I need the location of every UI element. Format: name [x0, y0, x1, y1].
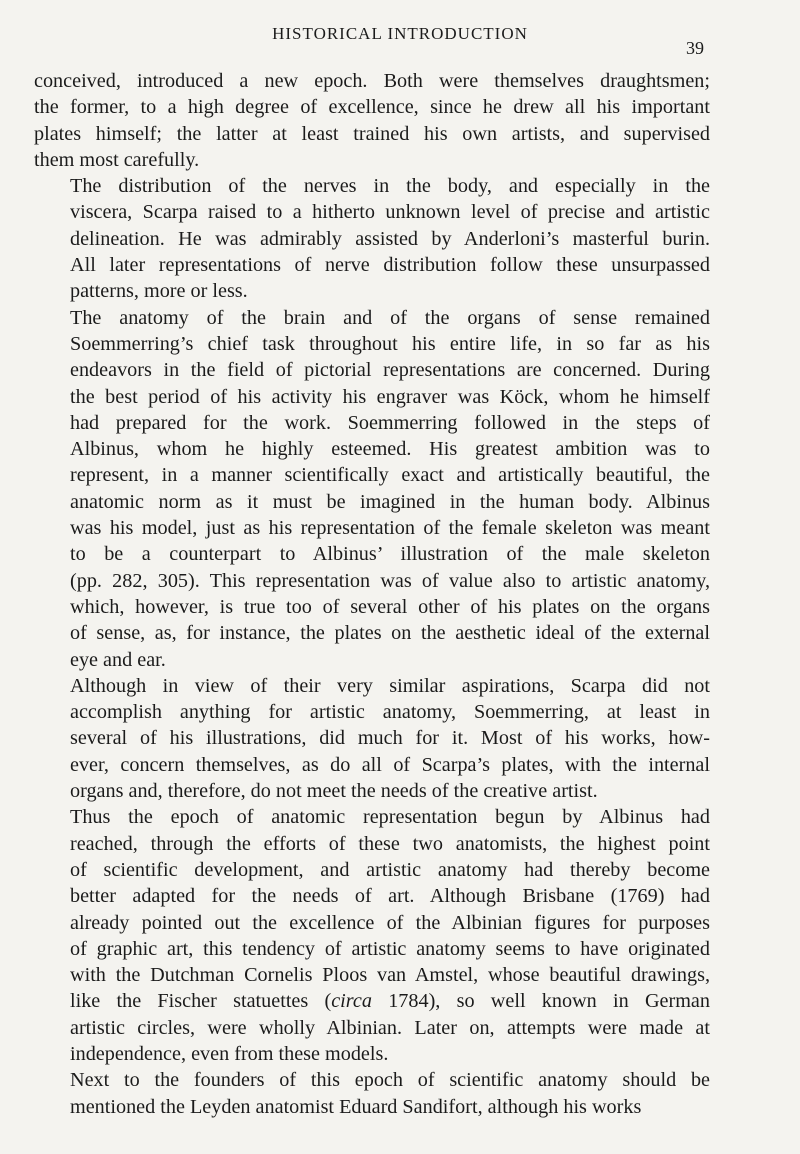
text-line: with the Dutchman Cornelis Ploos van Amstel, whose beautiful drawings, — [70, 964, 710, 987]
paragraph — [34, 68, 710, 173]
text-line: Next to the founders of this epoch of scientific anatomy should be — [70, 1069, 710, 1092]
text-line: organs and, therefore, do not meet the needs of the creative artist. — [70, 780, 598, 803]
text-line: (pp. 282, 305). This representation was of value also to artistic anatomy, — [70, 569, 710, 592]
text-line: to be a counterpart to Albinus’ illustration of the male skeleton — [70, 543, 710, 566]
text-line: ever, concern themselves, as do all of Scarpa’s plates, with the internal — [70, 753, 710, 776]
text-line: The distribution of the nerves in the body, and especially in the — [70, 175, 710, 198]
text-line: delineation. He was admirably assisted by Anderloni’s masterful burin. — [70, 227, 710, 250]
text-line: Albinus, whom he highly esteemed. His greatest ambition was to — [70, 438, 710, 461]
text-line: Although in view of their very similar aspirations, Scarpa did not — [70, 674, 710, 697]
text-line: accomplish anything for artistic anatomy, Soemmerring, at least in — [70, 701, 710, 724]
text-line: independence, even from these models. — [70, 1042, 389, 1065]
paragraph — [34, 305, 710, 673]
paragraph — [34, 804, 710, 1067]
text-line: patterns, more or less. — [70, 280, 248, 303]
text-line: which, however, is true too of several other of his plates on the organs — [70, 595, 710, 618]
text-line: the former, to a high degree of excellence, since he drew all his important — [34, 96, 710, 119]
text-line: several of his illustrations, did much for it. Most of his works, how- — [70, 727, 710, 750]
text-line: like the Fischer statuettes (circa 1784), so well known in German — [70, 990, 710, 1013]
text-line: them most carefully. — [34, 148, 200, 171]
text-line: of graphic art, this tendency of artistic anatomy seems to have originated — [70, 937, 710, 960]
body-text — [34, 68, 710, 1120]
text-line: reached, through the efforts of these two anatomists, the highest point — [70, 832, 710, 855]
text-line: conceived, introduced a new epoch. Both were themselves draughtsmen; — [34, 70, 710, 92]
text-line: Soemmerring’s chief task throughout his entire life, in so far as his — [70, 332, 710, 355]
text-line: anatomic norm as it must be imagined in the human body. Albinus — [70, 490, 710, 513]
text-line: plates himself; the latter at least trained his own artists, and supervised — [34, 122, 710, 145]
text-line: Thus the epoch of anatomic representation begun by Albinus had — [70, 806, 710, 829]
text-line: was his model, just as his representation of the female skeleton was meant — [70, 517, 710, 540]
text-line: of sense, as, for instance, the plates on the aesthetic ideal of the external — [70, 622, 710, 645]
text-line: better adapted for the needs of art. Although Brisbane (1769) had — [70, 885, 710, 908]
text-line: endeavors in the field of pictorial representations are concerned. During — [70, 359, 710, 382]
paragraph — [34, 173, 710, 304]
text-line: viscera, Scarpa raised to a hitherto unknown level of precise and artistic — [70, 201, 710, 224]
text-line: mentioned the Leyden anatomist Eduard Sandifort, although his works — [70, 1095, 642, 1118]
paragraph — [34, 673, 710, 804]
running-title: HISTORICAL INTRODUCTION — [272, 24, 528, 43]
text-line: of scientific development, and artistic anatomy had thereby become — [70, 858, 710, 881]
text-line: represent, in a manner scientifically exact and artistically beautiful, the — [70, 464, 710, 487]
text-line: The anatomy of the brain and of the organs of sense remained — [70, 306, 710, 329]
text-line: eye and ear. — [70, 648, 166, 671]
text-line: already pointed out the excellence of the Albinian figures for purposes — [70, 911, 710, 934]
page-number: 39 — [686, 38, 704, 58]
text-line: All later representations of nerve distribution follow these unsurpassed — [70, 254, 710, 277]
text-line: artistic circles, were wholly Albinian. Later on, attempts were made at — [70, 1016, 710, 1039]
text-line: had prepared for the work. Soemmerring followed in the steps of — [70, 411, 710, 434]
text-line: the best period of his activity his engraver was Köck, whom he himself — [70, 385, 710, 408]
paragraph — [34, 1067, 710, 1120]
